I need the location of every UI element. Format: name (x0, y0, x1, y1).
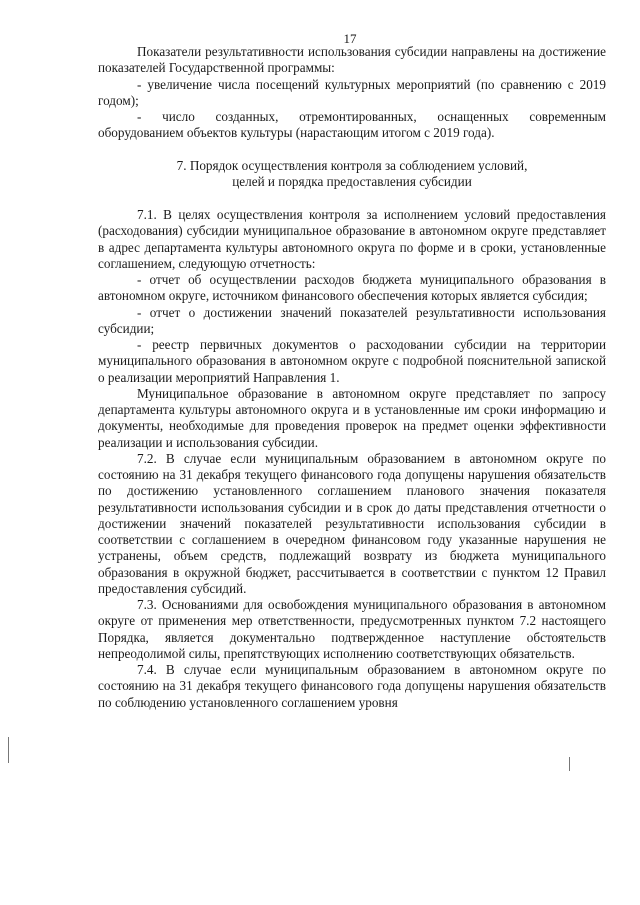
document-body (98, 44, 606, 711)
clause-7-3: 7.3. Основаниями для освобождения муниципального образования в автономном округе от применения мер ответственности, предусмотренных пунктом 7.2 настоящего Порядка, является документально подтвержденное наступление обстоятельств непреодолимой силы, препятствующих исполнению соответствующих обязательств. (98, 597, 606, 661)
clause-7-1-information: Муниципальное образование в автономном округе представляет по запросу департамента культуры автономного округа и в установленные им сроки информацию и документы, необходимые для проведения проверок на предмет оценки эффективности реализации и использования субсидии. (98, 385, 606, 450)
clause-7-1: 7.1. В целях осуществления контроля за исполнением условий предоставления (расходования) субсидии муниципальное образование в автономном округе представляет в адрес департамента культуры автономного округа по форме и в сроки, установленные соглашением, следующую отчетность: (98, 207, 606, 271)
intro-paragraph: Показатели результативности использования субсидии направлены на достижение показателей Государственной программы: (98, 44, 606, 76)
clause-7-1-register: - реестр первичных документов о расходовании субсидии на территории муниципального образования в автономном округе с подробной пояснительной запиской о реализации мероприятий Направления 1. (98, 337, 606, 385)
clause-7-1-report-expenses: - отчет об осуществлении расходов бюджета муниципального образования в автономном округе, источником финансового обеспечения которых является субсидия; (98, 272, 606, 304)
clause-7-2: 7.2. В случае если муниципальным образованием в автономном округе по состоянию на 31 декабря текущего финансового года допущены нарушения обязательств по достижению установленного соглашением планового значения показателя результативности использования субсидии и в срок до даты представления отчетности о достижении значений показателей результативности использования субсидии в соответствии с соглашением в очередном финансовом году указанные нарушения не устранены, объем средств, подлежащий возврату из бюджета муниципального образования в окружной бюджет, рассчитывается в соответствии с пунктом 12 Правил предоставления субсидий. (98, 450, 606, 596)
intro-list-item-objects: - число созданных, отремонтированных, оснащенных современным оборудованием объектов культуры (нарастающим итогом с 2019 года). (98, 109, 606, 141)
section-heading-line-2: целей и порядка предоставления субсидии (232, 173, 472, 189)
clause-7-1-report-indicators: - отчет о достижении значений показателей результативности использования субсидии; (98, 304, 606, 336)
clause-7-4: 7.4. В случае если муниципальным образованием в автономном округе по состоянию на 31 декабря текущего финансового года допущены нарушения обязательств по соблюдению установленного соглашением уровня (98, 662, 606, 710)
section-heading-line-1: 7. Порядок осуществления контроля за соблюдением условий, (176, 157, 528, 173)
page-number: 17 (343, 31, 357, 46)
section-heading (98, 158, 606, 191)
intro-list-item-visits: - увеличение числа посещений культурных мероприятий (по сравнению с 2019 годом); (98, 76, 606, 108)
scan-margin-mark-right (569, 757, 570, 771)
scan-margin-mark-left (8, 737, 9, 763)
